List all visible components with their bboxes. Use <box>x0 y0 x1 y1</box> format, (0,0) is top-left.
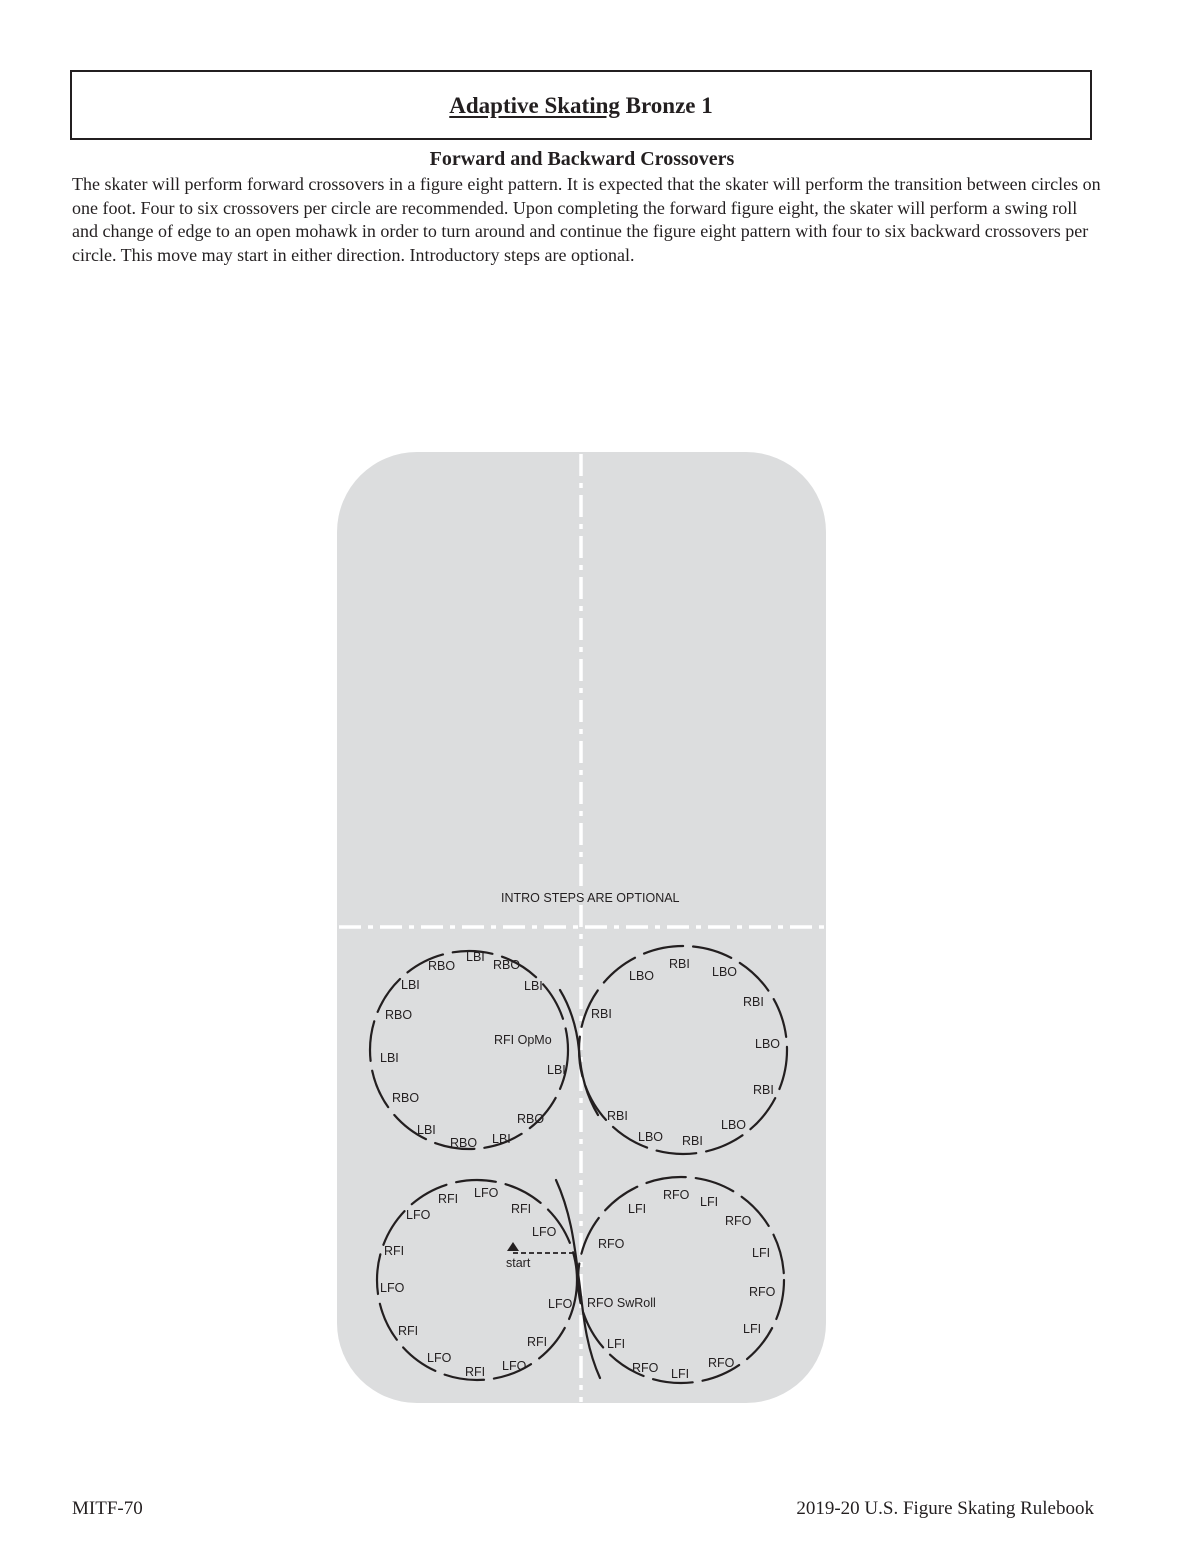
edge-label: RBO <box>385 1008 413 1022</box>
edge-label: RBI <box>669 957 690 971</box>
edge-label: RFO <box>708 1356 735 1370</box>
edge-label: LBI <box>492 1132 511 1146</box>
edge-label: RBI <box>607 1109 628 1123</box>
edge-label: RFO <box>725 1214 752 1228</box>
bottom-right-center-label: RFO SwRoll <box>587 1296 656 1310</box>
edge-label: LBO <box>712 965 738 979</box>
edge-label: RFI <box>398 1324 419 1338</box>
edge-label: LFO <box>474 1186 499 1200</box>
edge-label: LFI <box>743 1322 762 1336</box>
edge-label: LBO <box>629 969 655 983</box>
edge-label: LBO <box>755 1037 781 1051</box>
page-number: MITF-70 <box>72 1498 143 1519</box>
edge-label: LFI <box>607 1337 626 1351</box>
edge-label: LBO <box>638 1130 664 1144</box>
edge-label: RBI <box>743 995 764 1009</box>
title-underlined: Adaptive Skating <box>449 93 620 118</box>
section-heading: Forward and Backward Crossovers <box>429 148 735 170</box>
edge-label: RFI <box>438 1192 459 1206</box>
edge-label: LFO <box>427 1351 452 1365</box>
start-label: start <box>506 1256 531 1270</box>
edge-label: LFO <box>406 1208 431 1222</box>
edge-label: LBI <box>417 1123 436 1137</box>
edge-label: RBI <box>753 1083 774 1097</box>
edge-label: RBO <box>517 1112 545 1126</box>
edge-label: LFO <box>548 1297 573 1311</box>
edge-label: LFO <box>502 1359 527 1373</box>
edge-label: RFO <box>663 1188 690 1202</box>
edge-label: LFI <box>671 1367 690 1381</box>
edge-label: LFI <box>700 1195 719 1209</box>
edge-label: RFI <box>465 1365 486 1379</box>
edge-label: RFI <box>384 1244 405 1258</box>
edge-label: LBI <box>401 978 420 992</box>
title-rest: Bronze 1 <box>619 93 713 118</box>
edge-label: RFO <box>598 1237 625 1251</box>
edge-label: LBI <box>466 950 485 964</box>
footer-source: 2019-20 U.S. Figure Skating Rulebook <box>796 1498 1094 1519</box>
edge-label: LBO <box>721 1118 747 1132</box>
edge-label: RBO <box>493 958 521 972</box>
edge-label: LFI <box>628 1202 647 1216</box>
edge-label: RBO <box>392 1091 420 1105</box>
description-paragraph: The skater will perform forward crossovers in a figure eight pattern. It is expected that the skater will perform the transition between circles on one foot. Four to six crossovers per circle are recommended. Upon completing the forward figure eight, the skater will perform a swing roll and change of edge to an open mohawk in order to turn around and continue the figure eight pattern with four to six backward crossovers per circle. This move may start in either direction. Introductory steps are optional. <box>72 174 1101 265</box>
edge-label: RFO <box>749 1285 776 1299</box>
edge-label: LBI <box>380 1051 399 1065</box>
edge-label: RBI <box>591 1007 612 1021</box>
edge-label: RBI <box>682 1134 703 1148</box>
top-left-center-label: RFI OpMo <box>494 1033 552 1047</box>
edge-label: RFI <box>527 1335 548 1349</box>
edge-label: RBO <box>428 959 456 973</box>
edge-label: LFI <box>752 1246 771 1260</box>
edge-label: RFI <box>511 1202 532 1216</box>
edge-label: LFO <box>532 1225 557 1239</box>
edge-label: RBO <box>450 1136 478 1150</box>
edge-label: LFO <box>380 1281 405 1295</box>
edge-label: LBI <box>547 1063 566 1077</box>
edge-label: RFO <box>632 1361 659 1375</box>
edge-label: LBI <box>524 979 543 993</box>
intro-note: INTRO STEPS ARE OPTIONAL <box>501 891 680 905</box>
